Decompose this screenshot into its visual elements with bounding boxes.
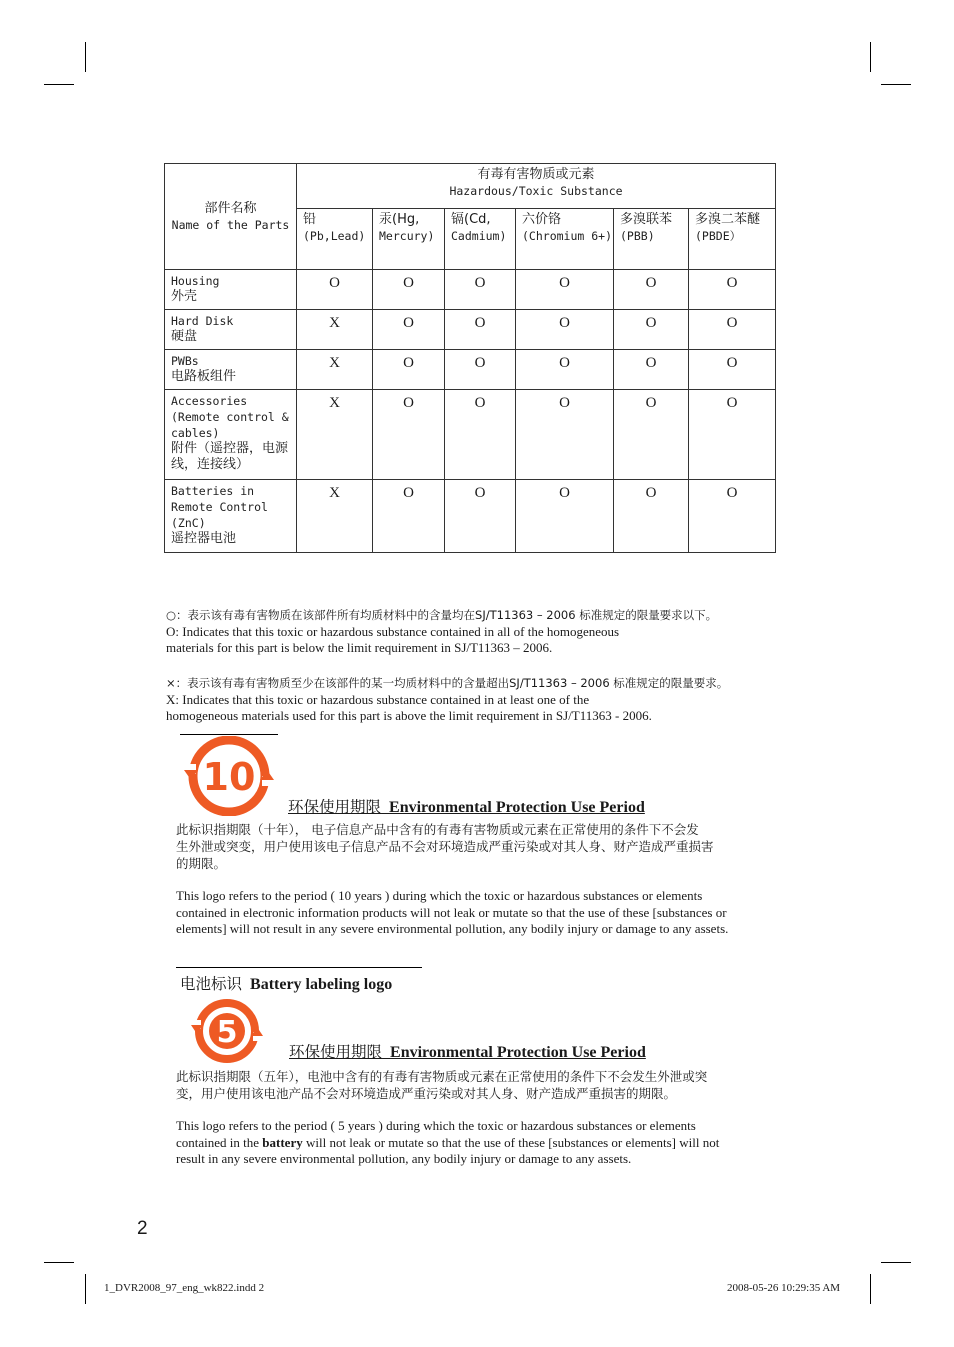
crop-mark xyxy=(881,84,911,85)
epup-10-heading: 环保使用期限 Environmental Protection Use Period xyxy=(288,798,645,816)
substance-group-header: 有毒有害物质或元素 Hazardous/Toxic Substance xyxy=(297,164,776,209)
substance-mark: O xyxy=(614,270,689,310)
substance-mark: O xyxy=(614,350,689,390)
substance-mark: O xyxy=(516,350,614,390)
note-x: ×：表示该有毒有害物质至少在该部件的某一均质材料中的含量超出SJ/T11363 – 2006 标准规定的限量要求。 X: Indicates that this toxic or hazardous substance contained in at least one of the homogeneous materials used for this part is above the limit requirement in SJ/T11363 - 2006. xyxy=(166,676,729,723)
table-row xyxy=(165,480,776,553)
logo-number: 10 xyxy=(202,755,256,799)
epup-10-en-text: This logo refers to the period ( 10 years ) during which the toxic or hazardous substances or elements contained in electronic information products will not leak or mutate so that the use of these [substances or elements] will not result in any severe environmental pollution, any bodily injury or damage to any assets. xyxy=(176,888,729,936)
crop-mark xyxy=(85,42,86,72)
substance-header: 镉(Cd, Cadmium) xyxy=(445,209,516,270)
crop-mark xyxy=(44,1262,74,1263)
substance-header: 多溴二苯醚 (PBDE） xyxy=(689,209,776,270)
substance-mark: X xyxy=(297,480,373,553)
battery-cn-text: 此标识指期限（五年），电池中含有的有毒有害物质或元素在正常使用的条件下不会发生外泄或突 变，用户使用该电池产品不会对环境造成严重污染或对其人身、财产造成严重损害的期限。 xyxy=(176,1069,708,1101)
substance-mark: O xyxy=(516,310,614,350)
substance-mark: X xyxy=(297,390,373,480)
substance-mark: O xyxy=(373,310,445,350)
substance-mark: O xyxy=(689,390,776,480)
epup-10-cn-text: 此标识指期限（十年）， 电子信息产品中含有的有毒有害物质或元素在正常使用的条件下不会发 生外泄或突变，用户使用该电子信息产品不会对环境造成严重污染或对其人身、财产造成严重损害 的期限。 xyxy=(176,822,714,871)
substance-mark: O xyxy=(689,270,776,310)
substance-header: 六价铬 (Chromium 6+) xyxy=(516,209,614,270)
crop-mark xyxy=(870,1274,871,1304)
substance-mark: X xyxy=(297,350,373,390)
substance-mark: O xyxy=(614,480,689,553)
epup-10-logo-icon xyxy=(182,736,278,816)
substance-mark: O xyxy=(614,390,689,480)
substance-mark: O xyxy=(689,310,776,350)
section-rule xyxy=(176,967,422,968)
table-row xyxy=(165,350,776,390)
substance-mark: O xyxy=(297,270,373,310)
substance-header: 多溴联苯 (PBB) xyxy=(614,209,689,270)
substance-header: 铅 (Pb,Lead) xyxy=(297,209,373,270)
crop-mark xyxy=(881,1262,911,1263)
substance-mark: O xyxy=(373,390,445,480)
substance-mark: O xyxy=(689,480,776,553)
parts-name-header: 部件名称 Name of the Parts xyxy=(165,164,297,270)
logo-number: 5 xyxy=(216,1015,238,1050)
part-name-cell: Batteries in Remote Control (ZnC) 遥控器电池 xyxy=(165,480,297,553)
substance-mark: O xyxy=(614,310,689,350)
substance-mark: O xyxy=(516,480,614,553)
battery-epup-heading: 环保使用期限 Environmental Protection Use Period xyxy=(289,1043,646,1061)
page-number: 2 xyxy=(137,1218,148,1239)
footer-file: 1_DVR2008_97_eng_wk822.indd 2 xyxy=(104,1282,265,1294)
crop-mark xyxy=(44,84,74,85)
substance-mark: O xyxy=(445,310,516,350)
substance-mark: O xyxy=(445,390,516,480)
substance-mark: O xyxy=(373,270,445,310)
section-rule xyxy=(180,734,278,735)
substance-mark: O xyxy=(689,350,776,390)
part-name-cell: Hard Disk 硬盘 xyxy=(165,310,297,350)
substance-mark: O xyxy=(516,390,614,480)
part-name-cell: Accessories (Remote control & cables) 附件（遥控器，电源线，连接线） xyxy=(165,390,297,480)
part-name-cell: PWBs 电路板组件 xyxy=(165,350,297,390)
footer-timestamp: 2008-05-26 10:29:35 AM xyxy=(727,1282,841,1294)
substance-mark: X xyxy=(297,310,373,350)
table-row xyxy=(165,390,776,480)
hazardous-substance-table xyxy=(164,163,776,553)
note-o: ○：表示该有毒有害物质在该部件所有均质材料中的含量均在SJ/T11363 – 2006 标准规定的限量要求以下。 O: Indicates that this toxic or hazardous substance contained in all of the homogeneous materials for this part is below the limit requirement in SJ/T11363 – 2006. xyxy=(166,608,718,655)
part-name-cell: Housing 外壳 xyxy=(165,270,297,310)
substance-mark: O xyxy=(373,480,445,553)
substance-mark: O xyxy=(445,480,516,553)
substance-header: 汞(Hg, Mercury) xyxy=(373,209,445,270)
battery-title: 电池标识 Battery labeling logo xyxy=(180,975,393,993)
substance-mark: O xyxy=(445,350,516,390)
battery-5-logo-icon xyxy=(188,998,266,1064)
table-row xyxy=(165,270,776,310)
crop-mark xyxy=(85,1274,86,1304)
substance-mark: O xyxy=(445,270,516,310)
crop-mark xyxy=(870,42,871,72)
substance-mark: O xyxy=(373,350,445,390)
substance-mark: O xyxy=(516,270,614,310)
table-row xyxy=(165,310,776,350)
battery-en-text: This logo refers to the period ( 5 years ) during which the toxic or hazardous substances or elements contained in the battery will not leak or mutate so that the use of these [substances or elements] will not result in any severe environmental pollution, any bodily injury or damage to any assets. xyxy=(176,1118,720,1166)
